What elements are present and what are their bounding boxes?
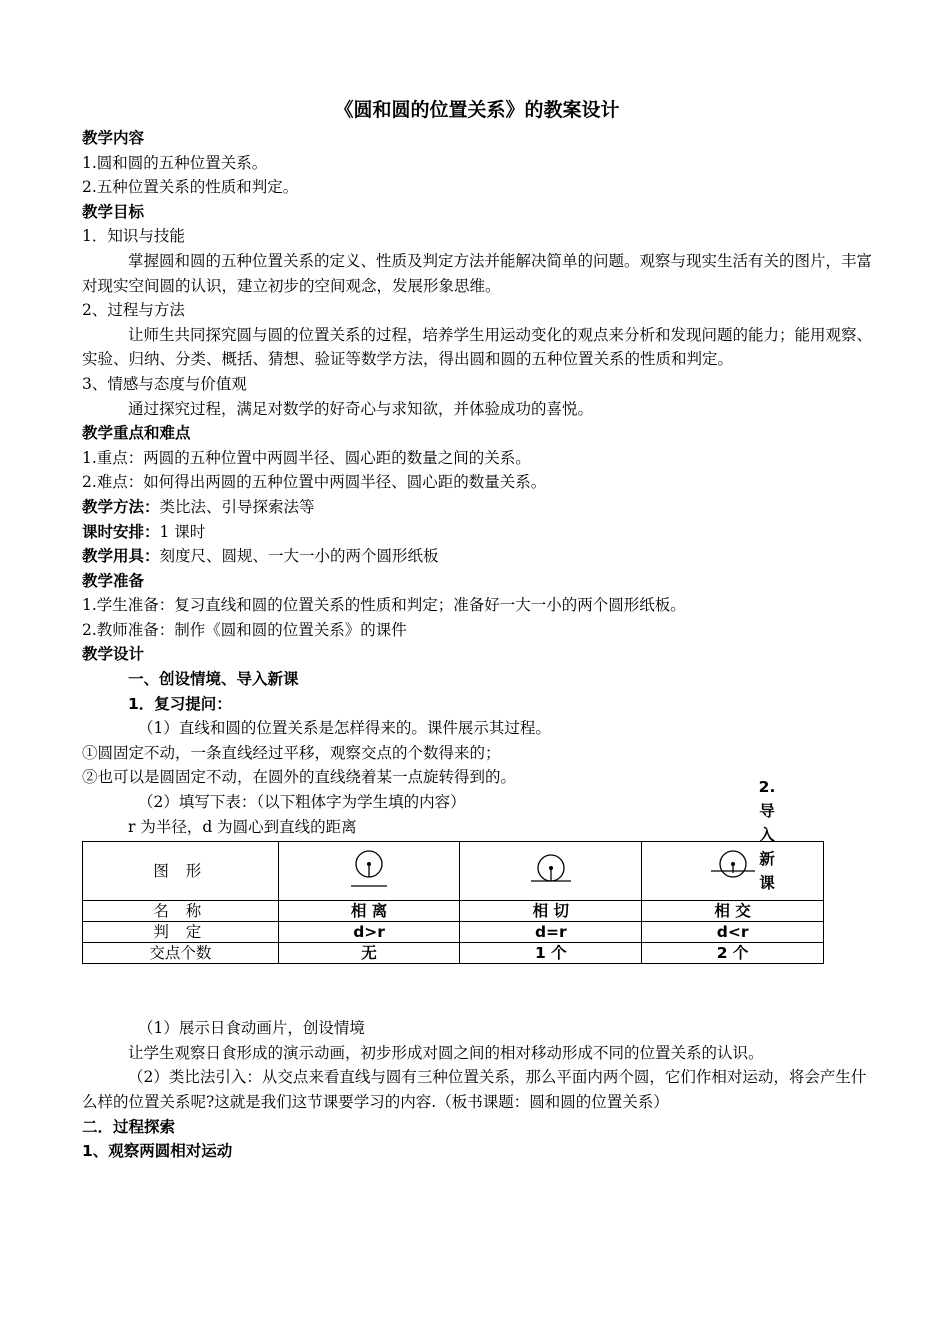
prep-1: 1.学生准备：复习直线和圆的位置关系的性质和判定；准备好一大一小的两个圆形纸板。 bbox=[82, 596, 686, 615]
name-separate: 相 离 bbox=[278, 901, 460, 922]
goal-para-3: 通过探究过程，满足对数学的好奇心与求知欲，并体验成功的喜悦。 bbox=[128, 399, 594, 418]
points-separate: 无 bbox=[278, 943, 460, 964]
tools-line bbox=[82, 544, 872, 569]
method-line bbox=[82, 495, 872, 520]
heading-goals: 教学目标 bbox=[82, 202, 145, 221]
side-note bbox=[756, 775, 778, 895]
review-heading: 1．复习提问： bbox=[128, 694, 232, 713]
figure-tangent bbox=[460, 842, 642, 901]
goal-sub-1: 1．知识与技能 bbox=[82, 227, 185, 246]
hours-line bbox=[82, 520, 872, 545]
eclipse-line: （1）展示日食动画片，创设情境 bbox=[138, 1019, 365, 1038]
eclipse-para: 让学生观察日食形成的演示动画，初步形成对圆之间的相对移动形成不同的位置关系的认识。 bbox=[128, 1043, 764, 1062]
table-row bbox=[83, 922, 824, 943]
prep-2: 2.教师准备：制作《圆和圆的位置关系》的课件 bbox=[82, 620, 407, 639]
goal-para-2: 让师生共同探究圆与圆的位置关系的过程，培养学生用运动变化的观点来分析和发现问题的能力；能用观察、实验、归纳、分类、概括、猜想、验证等数学方法，得出圆和圆的五种位置关系的性质和判定。 bbox=[82, 325, 873, 369]
judge-separate: d>r bbox=[278, 922, 460, 943]
heading-keypoints: 教学重点和难点 bbox=[82, 424, 191, 443]
method-value: 类比法、引导探索法等 bbox=[159, 497, 315, 516]
observe-heading: 1、观察两圆相对运动 bbox=[82, 1142, 233, 1161]
figure-separate bbox=[278, 842, 460, 901]
circle-line-intersect-icon bbox=[703, 846, 763, 896]
row-label-judge: 判 定 bbox=[83, 922, 279, 943]
hours-label: 课时安排： bbox=[82, 522, 160, 541]
doc-title: 《圆和圆的位置关系》的教案设计 bbox=[334, 99, 620, 121]
heading-content: 教学内容 bbox=[82, 129, 145, 147]
points-intersect: 2 个 bbox=[642, 943, 824, 964]
question-2: （2）填写下表：（以下粗体字为学生填的内容） bbox=[138, 793, 466, 812]
relation-table bbox=[82, 841, 824, 964]
side-note-char: 课 bbox=[759, 874, 775, 892]
judge-intersect: d<r bbox=[642, 922, 824, 943]
document-page bbox=[82, 96, 872, 1164]
content-item-1: 1.圆和圆的五种位置关系。 bbox=[82, 153, 268, 172]
row-label-name: 名 称 bbox=[83, 901, 279, 922]
heading-prep: 教学准备 bbox=[82, 571, 145, 590]
question-1a: ①圆固定不动，一条直线经过平移，观察交点的个数得来的； bbox=[82, 743, 501, 762]
tools-label: 教学用具： bbox=[82, 547, 160, 566]
goal-sub-2: 2、过程与方法 bbox=[82, 301, 185, 320]
judge-tangent: d=r bbox=[460, 922, 642, 943]
goal-sub-3: 3、情感与态度与价值观 bbox=[82, 374, 247, 393]
keypoint-1: 1.重点：两圆的五种位置中两圆半径、圆心距的数量之间的关系。 bbox=[82, 448, 531, 467]
row-label-figure: 图 形 bbox=[83, 842, 279, 901]
keypoint-2: 2.难点：如何得出两圆的五种位置中两圆半径、圆心距的数量关系。 bbox=[82, 473, 547, 492]
row-label-points: 交点个数 bbox=[83, 943, 279, 964]
circle-line-tangent-icon bbox=[521, 846, 581, 896]
question-2-note: r 为半径，d 为圆心到直线的距离 bbox=[128, 817, 357, 836]
circle-line-separate-icon bbox=[339, 846, 399, 896]
name-intersect: 相 交 bbox=[642, 901, 824, 922]
content-item-2: 2.五种位置关系的性质和判定。 bbox=[82, 178, 299, 197]
table-row bbox=[83, 842, 824, 901]
points-tangent: 1 个 bbox=[460, 943, 642, 964]
tools-value: 刻度尺、圆规、一大一小的两个圆形纸板 bbox=[159, 547, 439, 566]
part-2-heading: 二．过程探索 bbox=[82, 1117, 176, 1136]
heading-design: 教学设计 bbox=[82, 645, 145, 664]
figure-intersect bbox=[642, 842, 824, 901]
name-tangent: 相 切 bbox=[460, 901, 642, 922]
side-note-char: 入 bbox=[759, 826, 775, 844]
question-1b: ②也可以是圆固定不动，在圆外的直线绕着某一点旋转得到的。 bbox=[82, 768, 517, 787]
analogy-para: （2）类比法引入：从交点来看直线与圆有三种位置关系，那么平面内两个圆，它们作相对运动，将会产生什么样的位置关系呢?这就是我们这节课要学习的内容.（板书课题：圆和圆的位置关系） bbox=[82, 1068, 867, 1111]
side-note-char: 2. bbox=[758, 778, 776, 796]
side-note-char: 导 bbox=[759, 802, 775, 820]
table-row bbox=[83, 901, 824, 922]
method-label: 教学方法： bbox=[82, 497, 160, 516]
table-wrapper bbox=[82, 841, 872, 964]
goal-para-1: 掌握圆和圆的五种位置关系的定义、性质及判定方法并能解决简单的问题。观察与现实生活有关的图片，丰富对现实空间圆的认识，建立初步的空间观念，发展形象思维。 bbox=[82, 251, 873, 295]
side-note-char: 新 bbox=[759, 850, 775, 868]
hours-value: 1 课时 bbox=[159, 522, 206, 541]
table-row bbox=[83, 943, 824, 964]
question-1: （1）直线和圆的位置关系是怎样得来的。课件展示其过程。 bbox=[138, 719, 551, 738]
spacer bbox=[82, 964, 872, 1016]
part-1-heading: 一、创设情境、导入新课 bbox=[128, 670, 299, 689]
